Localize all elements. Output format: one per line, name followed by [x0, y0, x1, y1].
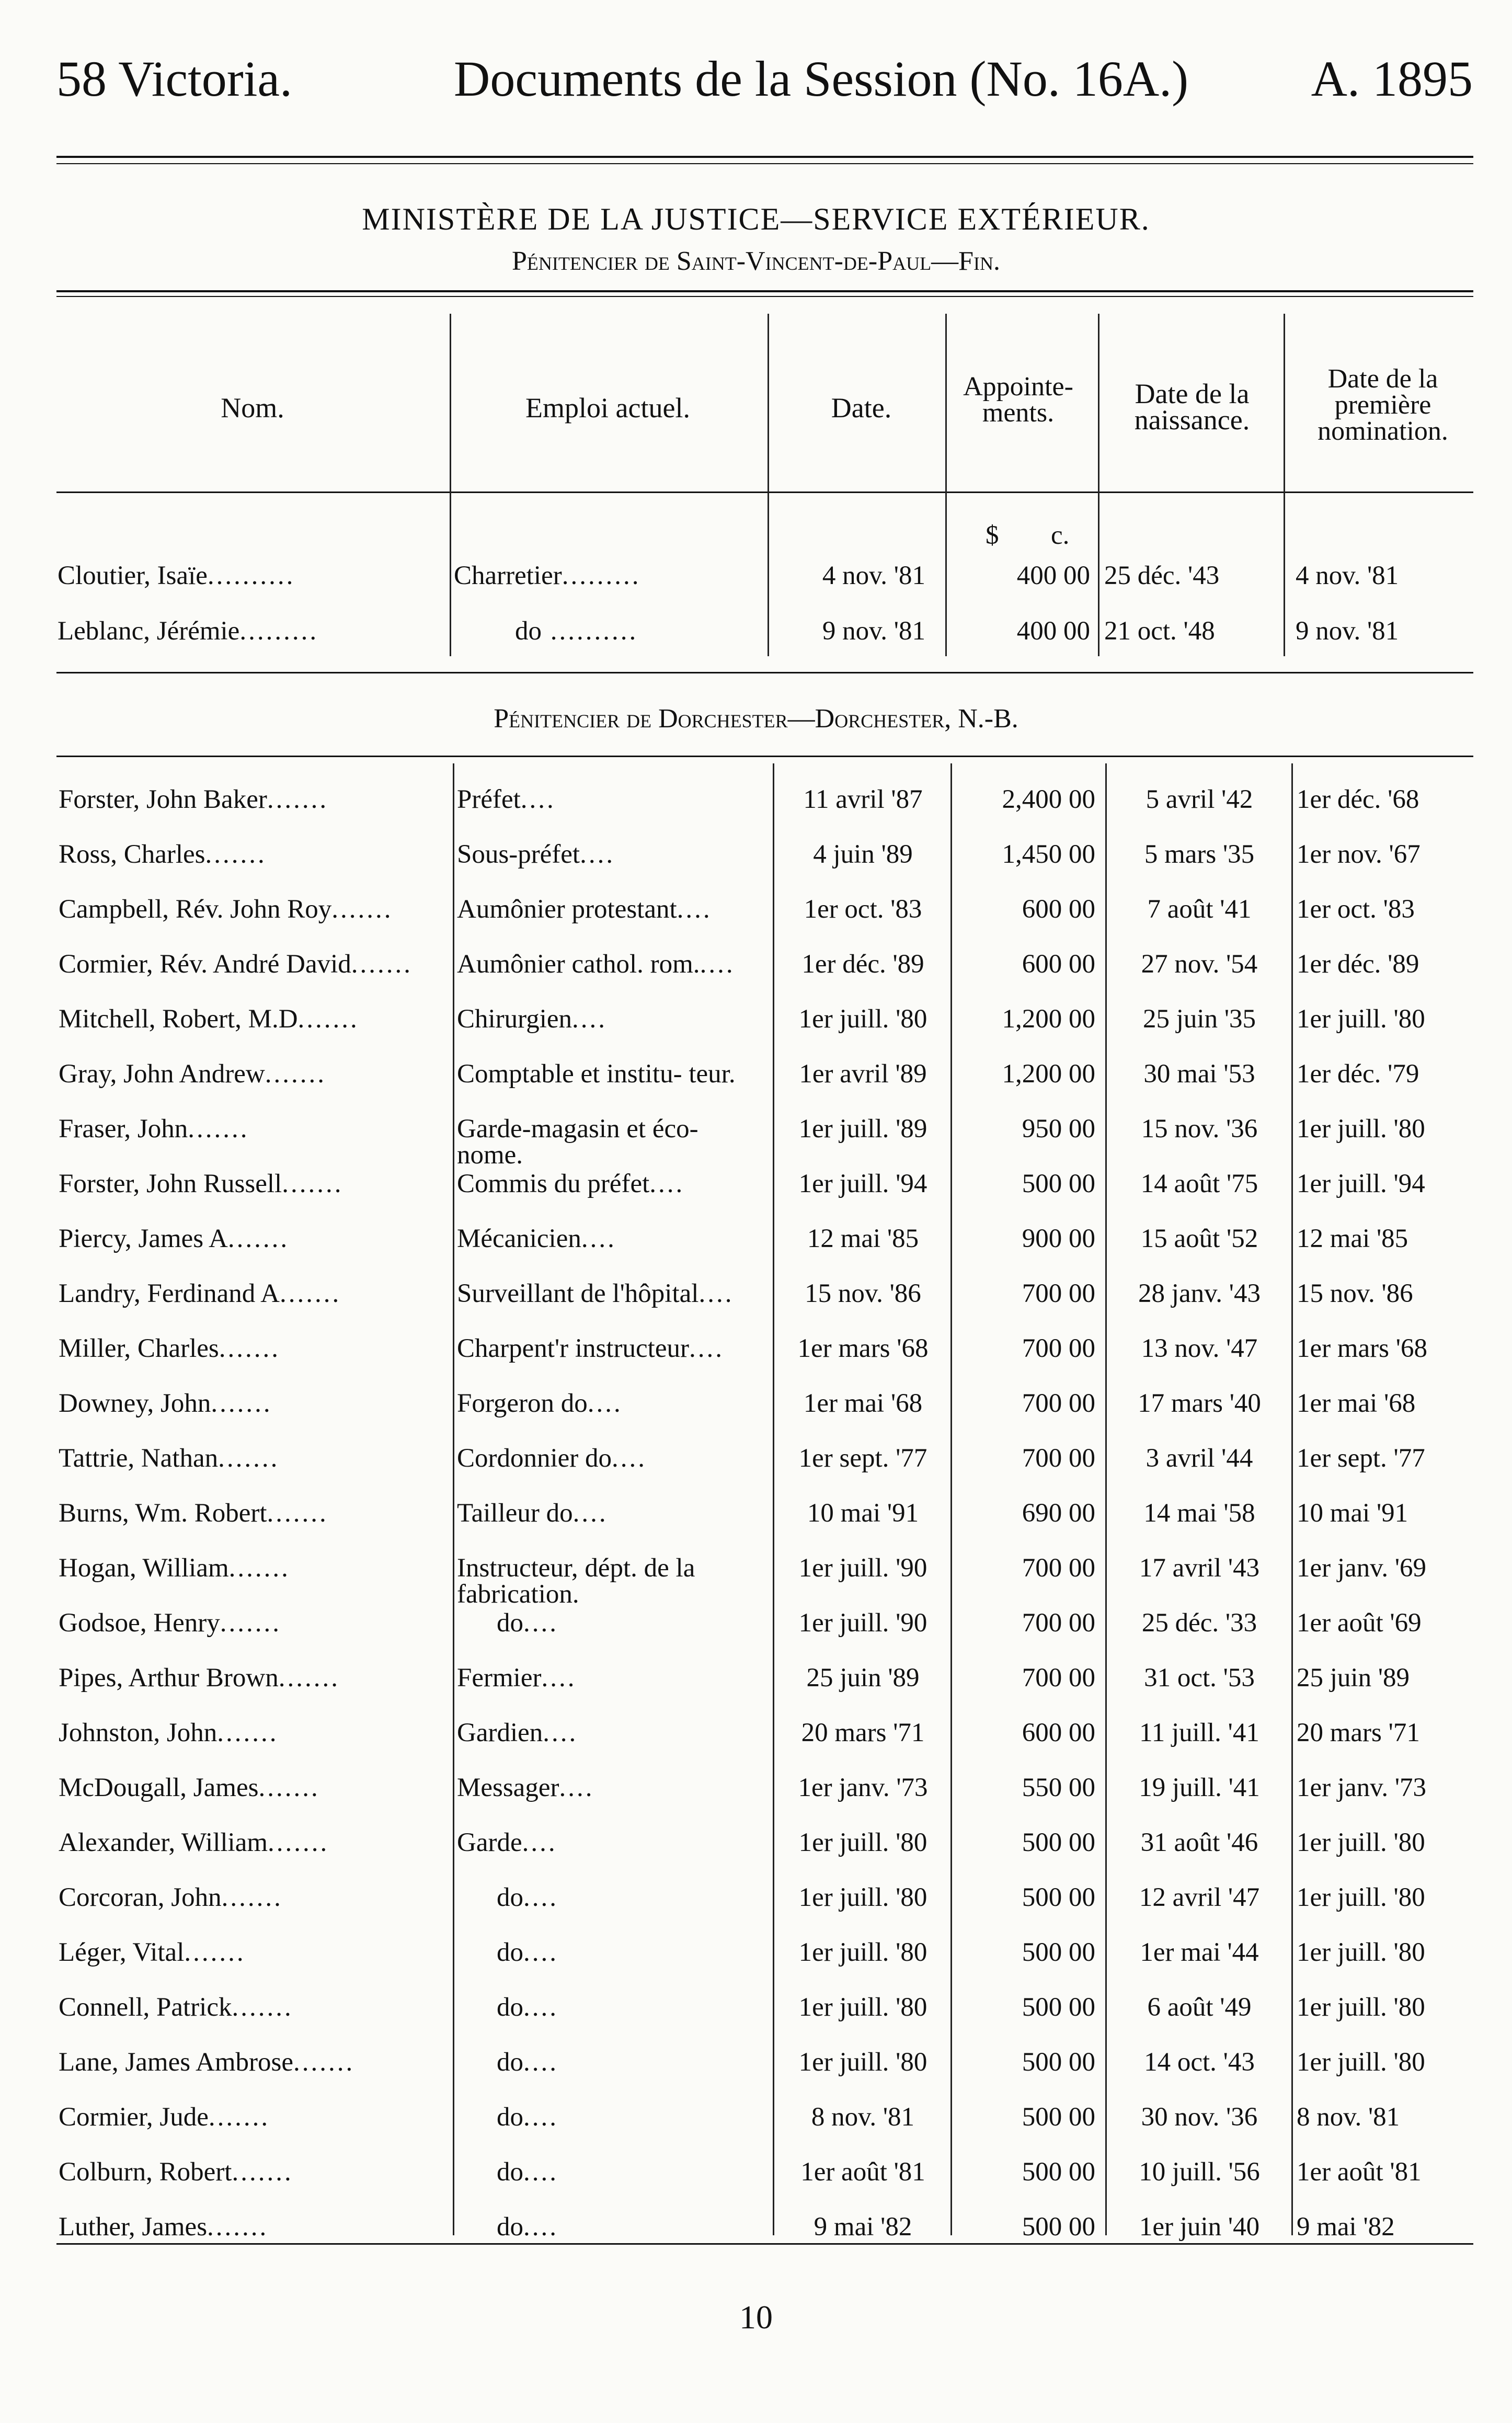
employee-pay: 1,200 00 — [1002, 1059, 1095, 1089]
employee-date: 15 nov. '86 — [805, 1279, 921, 1308]
employee-first-nomination: 9 mai '82 — [1297, 2212, 1395, 2242]
leader-dots: ....... — [188, 1114, 249, 1144]
employee-first-nomination: 4 nov. '81 — [1296, 561, 1399, 590]
employee-pay: 1,450 00 — [1002, 840, 1095, 869]
header-rule-bottom — [56, 163, 1473, 164]
employee-first-nomination: 20 mars '71 — [1297, 1718, 1420, 1747]
employee-birth: 25 déc. '43 — [1104, 561, 1220, 590]
employee-date: 1er juill. '80 — [798, 1993, 927, 2022]
employee-name: Fraser, John....... — [59, 1114, 249, 1144]
leader-dots: ....... — [265, 1059, 326, 1089]
employee-date: 1er sept. '77 — [798, 1444, 927, 1473]
employee-name: Ross, Charles....... — [59, 840, 267, 869]
employee-job: Commis du préfet.... — [457, 1169, 685, 1198]
employee-birth: 15 nov. '36 — [1141, 1114, 1258, 1144]
employee-date: 20 mars '71 — [801, 1718, 925, 1747]
employee-date: 1er août '81 — [800, 2157, 925, 2187]
employee-job: do.... — [497, 2048, 558, 2077]
employee-date: 1er mars '68 — [797, 1334, 929, 1363]
currency-dollar: $ — [986, 521, 999, 550]
employee-name: Hogan, William....... — [59, 1553, 290, 1583]
leader-dots: ....... — [278, 1663, 340, 1693]
employee-birth: 11 juill. '41 — [1139, 1718, 1259, 1747]
employee-first-nomination: 1er déc. '89 — [1297, 950, 1419, 979]
employee-date: 1er juill. '80 — [798, 1004, 927, 1034]
employee-date: 1er oct. '83 — [804, 895, 922, 924]
employee-first-nomination: 1er mai '68 — [1297, 1389, 1416, 1418]
divider-section1-4 — [1098, 314, 1099, 656]
leader-dots: ....... — [282, 1169, 343, 1198]
employee-first-nomination: 1er déc. '68 — [1297, 785, 1419, 814]
employee-first-nomination: 1er oct. '83 — [1297, 895, 1415, 924]
employee-birth: 25 juin '35 — [1142, 1004, 1256, 1034]
employee-birth: 5 mars '35 — [1144, 840, 1255, 869]
leader-dots: ....... — [205, 840, 267, 869]
table-bottom-rule — [56, 2243, 1473, 2245]
employee-date: 1er juill. '80 — [798, 1938, 927, 1967]
employee-date: 1er mai '68 — [803, 1389, 923, 1418]
employee-date: 25 juin '89 — [806, 1663, 920, 1693]
leader-dots: .... — [541, 1663, 577, 1693]
employee-job: Charretier......... — [454, 561, 641, 590]
leader-dots: ....... — [217, 1718, 279, 1747]
leader-dots: .... — [523, 2102, 558, 2132]
employee-date: 9 nov. '81 — [822, 616, 925, 646]
leader-dots: .... — [698, 1279, 734, 1308]
employee-pay: 690 00 — [1022, 1499, 1095, 1528]
divider-section2-5 — [1291, 763, 1293, 2235]
employee-pay: 900 00 — [1022, 1224, 1095, 1253]
employee-name: Connell, Patrick....... — [59, 1993, 293, 2022]
column-header-nom: Nom. — [221, 392, 284, 424]
employee-first-nomination: 1er nov. '67 — [1297, 840, 1421, 869]
employee-job: Messager.... — [457, 1773, 594, 1802]
employee-birth: 5 avril '42 — [1146, 785, 1253, 814]
employee-job: Surveillant de l'hôpital.... — [457, 1279, 734, 1308]
employee-name: Cloutier, Isaïe.......... — [58, 561, 295, 590]
employee-first-nomination: 12 mai '85 — [1297, 1224, 1408, 1253]
leader-dots: .... — [522, 1828, 557, 1857]
leader-dots: .... — [587, 1389, 623, 1418]
employee-pay: 950 00 — [1022, 1114, 1095, 1144]
dorchester-section-title: Pénitencier de Dorchester—Dorchester, N.-B. — [494, 704, 1018, 734]
employee-first-nomination: 1er janv. '73 — [1297, 1773, 1427, 1802]
employee-pay: 700 00 — [1022, 1444, 1095, 1473]
column-header-rule — [56, 492, 1473, 493]
employee-pay: 500 00 — [1022, 1828, 1095, 1857]
employee-first-nomination: 8 nov. '81 — [1297, 2102, 1400, 2132]
leader-dots: .... — [612, 1444, 647, 1473]
employee-birth: 3 avril '44 — [1146, 1444, 1253, 1473]
section-separator-rule — [56, 672, 1473, 673]
employee-name: Luther, James....... — [59, 2212, 269, 2242]
employee-name: Miller, Charles....... — [59, 1334, 280, 1363]
employee-name: Cormier, Jude....... — [59, 2102, 270, 2132]
leader-dots: .... — [523, 2048, 558, 2077]
employee-pay: 700 00 — [1022, 1608, 1095, 1638]
employee-first-nomination: 25 juin '89 — [1297, 1663, 1410, 1693]
employee-pay: 400 00 — [1016, 561, 1090, 590]
employee-pay: 500 00 — [1022, 1169, 1095, 1198]
employee-date: 11 avril '87 — [803, 785, 923, 814]
employee-pay: 700 00 — [1022, 1334, 1095, 1363]
employee-job: Cordonnier do.... — [457, 1444, 647, 1473]
employee-pay: 500 00 — [1022, 2102, 1095, 2132]
employee-birth: 25 déc. '33 — [1141, 1608, 1257, 1638]
leader-dots: .... — [581, 1224, 616, 1253]
leader-dots: ....... — [268, 1828, 329, 1857]
employee-name: Alexander, William....... — [59, 1828, 329, 1857]
employee-first-nomination: 1er déc. '79 — [1297, 1059, 1419, 1089]
employee-birth: 14 oct. '43 — [1144, 2048, 1255, 2077]
employee-pay: 550 00 — [1022, 1773, 1095, 1802]
leader-dots: .... — [523, 1883, 558, 1912]
leader-dots: .... — [523, 1993, 558, 2022]
employee-date: 1er janv. '73 — [798, 1773, 928, 1802]
divider-section1-2 — [768, 314, 769, 656]
leader-dots: .... — [700, 950, 735, 979]
employee-birth: 13 nov. '47 — [1141, 1334, 1258, 1363]
employee-pay: 500 00 — [1022, 1993, 1095, 2022]
employee-first-nomination: 1er juill. '80 — [1297, 1938, 1425, 1967]
leader-dots: .... — [572, 1004, 608, 1034]
employee-birth: 27 nov. '54 — [1141, 950, 1258, 979]
employee-first-nomination: 10 mai '91 — [1297, 1499, 1408, 1528]
employee-job: do.... — [497, 1608, 558, 1638]
employee-name: Godsoe, Henry....... — [59, 1608, 282, 1638]
leader-dots: ....... — [221, 1883, 283, 1912]
employee-job: do .......... — [515, 616, 638, 646]
leader-dots: ....... — [267, 785, 329, 814]
table-top-rule-1 — [56, 290, 1473, 292]
divider-section1-5 — [1284, 314, 1285, 656]
column-header-emploi: Emploi actuel. — [525, 392, 690, 424]
employee-first-nomination: 1er mars '68 — [1297, 1334, 1427, 1363]
employee-pay: 700 00 — [1022, 1389, 1095, 1418]
leader-dots: ....... — [228, 1553, 290, 1583]
divider-section1-1 — [450, 314, 451, 656]
employee-date: 1er juill. '80 — [798, 1883, 927, 1912]
employee-job: Préfet.... — [457, 785, 556, 814]
leader-dots: .... — [677, 895, 712, 924]
leader-dots: ....... — [293, 2048, 355, 2077]
employee-job: do.... — [497, 1938, 558, 1967]
employee-date: 4 nov. '81 — [822, 561, 925, 590]
employee-first-nomination: 1er août '69 — [1297, 1608, 1422, 1638]
employee-name: Colburn, Robert....... — [59, 2157, 293, 2187]
employee-job: Chirurgien.... — [457, 1004, 608, 1034]
employee-pay: 700 00 — [1022, 1279, 1095, 1308]
divider-section1-3 — [945, 314, 947, 656]
employee-first-nomination: 1er janv. '69 — [1297, 1553, 1427, 1583]
leader-dots: ....... — [351, 950, 413, 979]
employee-birth: 1er mai '44 — [1140, 1938, 1259, 1967]
employee-birth: 17 mars '40 — [1138, 1389, 1261, 1418]
leader-dots: ....... — [220, 1608, 282, 1638]
employee-birth: 12 avril '47 — [1139, 1883, 1260, 1912]
employee-birth: 30 mai '53 — [1143, 1059, 1255, 1089]
employee-birth: 14 août '75 — [1140, 1169, 1258, 1198]
employee-birth: 30 nov. '36 — [1141, 2102, 1258, 2132]
employee-date: 4 juin '89 — [813, 840, 913, 869]
employee-job: Instructeur, dépt. de la fabrication. — [457, 1553, 695, 1609]
leader-dots: ....... — [208, 2102, 270, 2132]
column-header-date: Date. — [831, 392, 892, 424]
employee-date: 1er déc. '89 — [801, 950, 924, 979]
leader-dots: .... — [572, 1499, 608, 1528]
employee-pay: 600 00 — [1022, 950, 1095, 979]
employee-pay: 700 00 — [1022, 1663, 1095, 1693]
employee-birth: 21 oct. '48 — [1104, 616, 1215, 646]
employee-name: Campbell, Rév. John Roy....... — [59, 895, 393, 924]
employee-job: Aumônier cathol. rom..... — [457, 950, 735, 979]
leader-dots: ....... — [211, 1389, 272, 1418]
section2-top-rule — [56, 756, 1473, 757]
column-header-premiere-nomination: Date de la première nomination. — [1318, 364, 1448, 446]
employee-birth: 31 août '46 — [1140, 1828, 1258, 1857]
employee-first-nomination: 9 nov. '81 — [1296, 616, 1399, 646]
employee-name: McDougall, James....... — [59, 1773, 320, 1802]
ministry-title: MINISTÈRE DE LA JUSTICE—SERVICE EXTÉRIEUR. — [362, 202, 1150, 236]
employee-pay: 400 00 — [1016, 616, 1090, 646]
page-number: 10 — [739, 2299, 773, 2336]
employee-name: Downey, John....... — [59, 1389, 272, 1418]
employee-date: 1er avril '89 — [799, 1059, 927, 1089]
leader-dots: ....... — [207, 2212, 269, 2242]
column-header-naissance: Date de la naissance. — [1134, 378, 1250, 436]
employee-job: Garde.... — [457, 1828, 557, 1857]
leader-dots: .... — [689, 1334, 724, 1363]
employee-birth: 31 oct. '53 — [1144, 1663, 1255, 1693]
leader-dots: .... — [523, 1938, 558, 1967]
employee-pay: 500 00 — [1022, 1938, 1095, 1967]
employee-date: 1er juill. '80 — [798, 1828, 927, 1857]
leader-dots: .... — [559, 1773, 594, 1802]
leader-dots: .... — [523, 1608, 558, 1638]
employee-name: Tattrie, Nathan....... — [59, 1444, 280, 1473]
employee-job: Comptable et institu- teur. — [457, 1059, 736, 1089]
employee-first-nomination: 1er juill. '94 — [1297, 1169, 1425, 1198]
employee-date: 1er juill. '90 — [798, 1608, 927, 1638]
employee-name: Leblanc, Jérémie......... — [58, 616, 319, 646]
employee-first-nomination: 1er juill. '80 — [1297, 1114, 1425, 1144]
employee-name: Lane, James Ambrose....... — [59, 2048, 355, 2077]
leader-dots: ....... — [258, 1773, 320, 1802]
employee-job: do.... — [497, 2157, 558, 2187]
employee-first-nomination: 1er juill. '80 — [1297, 2048, 1425, 2077]
column-header-appointements: Appointe- ments. — [963, 372, 1073, 428]
leader-dots: ....... — [267, 1499, 328, 1528]
employee-name: Mitchell, Robert, M.D....... — [59, 1004, 359, 1034]
employee-name: Cormier, Rév. André David....... — [59, 950, 413, 979]
employee-job: Garde-magasin et éco- nome. — [457, 1114, 698, 1170]
leader-dots: ....... — [297, 1004, 359, 1034]
employee-date: 1er juill. '80 — [798, 2048, 927, 2077]
employee-date: 9 mai '82 — [814, 2212, 912, 2242]
leader-dots: .... — [543, 1718, 578, 1747]
employee-job: do.... — [497, 1883, 558, 1912]
employee-pay: 600 00 — [1022, 895, 1095, 924]
divider-section2-1 — [453, 763, 454, 2235]
employee-first-nomination: 1er août '81 — [1297, 2157, 1422, 2187]
employee-date: 8 nov. '81 — [811, 2102, 915, 2132]
employee-first-nomination: 1er juill. '80 — [1297, 1828, 1425, 1857]
employee-job: Aumônier protestant.... — [457, 895, 712, 924]
employee-job: Forgeron do.... — [457, 1389, 623, 1418]
header-document-title: Documents de la Session (No. 16A.) — [454, 51, 1189, 107]
leader-dots: .... — [523, 2212, 558, 2242]
employee-job: Charpent'r instructeur.... — [457, 1334, 724, 1363]
employee-pay: 500 00 — [1022, 2157, 1095, 2187]
employee-birth: 19 juill. '41 — [1139, 1773, 1260, 1802]
employee-date: 12 mai '85 — [807, 1224, 919, 1253]
employee-name: Gray, John Andrew....... — [59, 1059, 326, 1089]
header-session-year: 58 Victoria. — [56, 51, 293, 107]
employee-first-nomination: 1er juill. '80 — [1297, 1993, 1425, 2022]
employee-first-nomination: 1er juill. '80 — [1297, 1004, 1425, 1034]
employee-first-nomination: 1er sept. '77 — [1297, 1444, 1425, 1473]
employee-name: Landry, Ferdinand A....... — [59, 1279, 341, 1308]
employee-birth: 14 mai '58 — [1143, 1499, 1255, 1528]
table-top-rule-2 — [56, 296, 1473, 297]
employee-birth: 28 janv. '43 — [1138, 1279, 1261, 1308]
employee-first-nomination: 15 nov. '86 — [1297, 1279, 1413, 1308]
employee-pay: 500 00 — [1022, 1883, 1095, 1912]
employee-name: Léger, Vital....... — [59, 1938, 246, 1967]
employee-birth: 7 août '41 — [1147, 895, 1252, 924]
employee-name: Forster, John Russell....... — [59, 1169, 343, 1198]
employee-job: Gardien.... — [457, 1718, 578, 1747]
penitentiary-subtitle: Pénitencier de Saint-Vincent-de-Paul—Fin. — [511, 246, 1001, 276]
employee-name: Burns, Wm. Robert....... — [59, 1499, 328, 1528]
leader-dots: ....... — [331, 895, 393, 924]
employee-pay: 500 00 — [1022, 2048, 1095, 2077]
leader-dots: ....... — [218, 1444, 280, 1473]
leader-dots: ....... — [227, 1224, 290, 1253]
employee-date: 1er juill. '89 — [798, 1114, 927, 1144]
employee-job: Mécanicien.... — [457, 1224, 616, 1253]
employee-pay: 500 00 — [1022, 2212, 1095, 2242]
employee-pay: 700 00 — [1022, 1553, 1095, 1583]
currency-cents: c. — [1051, 521, 1070, 550]
employee-date: 10 mai '91 — [807, 1499, 919, 1528]
employee-job: do.... — [497, 2212, 558, 2242]
employee-name: Corcoran, John....... — [59, 1883, 283, 1912]
employee-birth: 17 avril '43 — [1139, 1553, 1260, 1583]
leader-dots: ....... — [184, 1938, 246, 1967]
employee-birth: 10 juill. '56 — [1139, 2157, 1260, 2187]
employee-job: Sous-préfet.... — [457, 840, 615, 869]
leader-dots: ....... — [219, 1334, 280, 1363]
employee-name: Forster, John Baker....... — [59, 785, 329, 814]
employee-birth: 6 août '49 — [1147, 1993, 1252, 2022]
leader-dots: .... — [523, 2157, 558, 2187]
employee-job: do.... — [497, 1993, 558, 2022]
employee-name: Pipes, Arthur Brown....... — [59, 1663, 340, 1693]
employee-pay: 600 00 — [1022, 1718, 1095, 1747]
employee-name: Johnston, John....... — [59, 1718, 279, 1747]
divider-section2-4 — [1105, 763, 1107, 2235]
employee-date: 1er juill. '90 — [798, 1553, 927, 1583]
employee-name: Piercy, James A....... — [59, 1224, 290, 1253]
leader-dots: ....... — [232, 2157, 293, 2187]
divider-section2-3 — [950, 763, 952, 2235]
employee-job: Fermier.... — [457, 1663, 577, 1693]
employee-birth: 15 août '52 — [1140, 1224, 1258, 1253]
header-year: A. 1895 — [1311, 51, 1473, 107]
employee-pay: 1,200 00 — [1002, 1004, 1095, 1034]
employee-first-nomination: 1er juill. '80 — [1297, 1883, 1425, 1912]
employee-job: do.... — [497, 2102, 558, 2132]
employee-job: Tailleur do.... — [457, 1499, 608, 1528]
header-rule-top — [56, 156, 1473, 158]
leader-dots: .... — [580, 840, 615, 869]
leader-dots: .... — [649, 1169, 685, 1198]
leader-dots: ....... — [232, 1993, 293, 2022]
leader-dots: ....... — [280, 1279, 341, 1308]
employee-pay: 2,400 00 — [1002, 785, 1095, 814]
employee-date: 1er juill. '94 — [798, 1169, 927, 1198]
running-header — [56, 50, 1473, 118]
leader-dots: .... — [520, 785, 556, 814]
employee-birth: 1er juin '40 — [1139, 2212, 1260, 2242]
